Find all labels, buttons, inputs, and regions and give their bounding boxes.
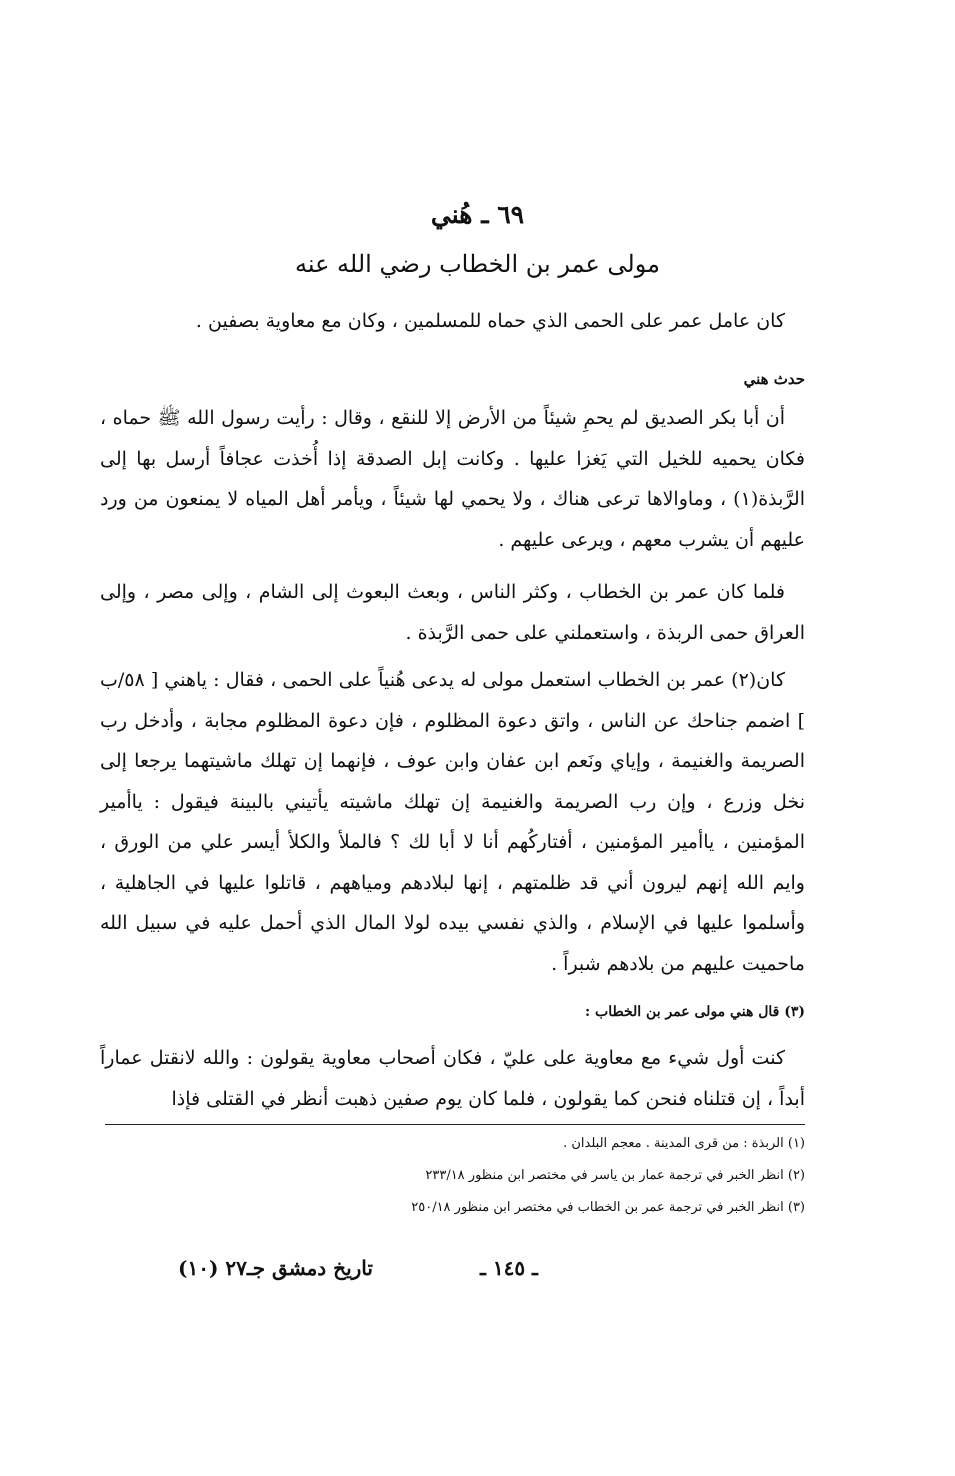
footnote-3: (٣) انظر الخبر في ترجمة عمر بن الخطاب في مختصر ابن منظور ٢٥٠/١٨ — [411, 1200, 805, 1215]
page-number: ـ ١٤٥ ـ — [480, 1256, 538, 1280]
footnote-1: (١) الربذة : من قرى المدينة . معجم البلدان . — [563, 1136, 805, 1151]
section1-paragraph-2: فلما كان عمر بن الخطاب ، وكثر الناس ، وبعث البعوث إلى الشام ، وإلى مصر ، وإلى العراق حمى الربذة ، واستعملني على حمى الرَّبذة . — [100, 581, 805, 644]
entry-heading-subtitle: مولى عمر بن الخطاب رضي الله عنه — [295, 250, 660, 278]
footnote-divider — [105, 1124, 805, 1125]
intro-line: كان عامل عمر على الحمى الذي حماه للمسلمين ، وكان مع معاوية بصفين . — [195, 310, 785, 332]
footnote-2: (٢) انظر الخبر في ترجمة عمار بن ياسر في مختصر ابن منظور ٢٣٣/١٨ — [425, 1168, 805, 1183]
source-reference: تاريخ دمشق جـ٢٧ (١٠) — [178, 1256, 373, 1280]
section1-paragraph-3: كان(٢) عمر بن الخطاب استعمل مولى له يدعى هُنياً على الحمى ، فقال : ياهني [ ٥٨/ب ] اضمم جناحك عن الناس ، واتق دعوة المظلوم ، فإن دعوة المظلوم مجابة ، وأدخل رب الصريمة والغنيمة ، وإياي ونَعم ابن عفان وابن عوف ، فإنهما إن تهلك ماشيتهما يرجعا إلى نخل وزرع ، وإن رب الصريمة والغنيمة إن تهلك ماشيته يأتيني بالبينة فيقول : ياأمير المؤمنين ، ياأمير المؤمنين ، أفتاركُهم أنا لا أبا لك ؟ فالملأ والكلأ أيسر علي من الورق ، وايم الله إنهم ليرون أني قد ظلمتهم ، إنها لبلادهم ومياههم ، قاتلوا عليها في الجاهلية ، وأسلموا عليها في الإسلام ، والذي نفسي بيده لولا المال الذي أحمل عليه في سبيل الله ماحميت عليهم من بلادهم شبراً . — [100, 669, 805, 975]
section1-label: حدث هني — [743, 370, 805, 388]
section2-paragraph: كنت أول شيء مع معاوية على عليّ ، فكان أصحاب معاوية يقولون : والله لانقتل عماراً أبداً ، إن قتلناه فنحن كما يقولون ، فلما كان يوم صفين ذهبت أنظر في القتلى فإذا — [100, 1047, 805, 1110]
section2-label: (٣) قال هني مولى عمر بن الخطاب : — [585, 1004, 805, 1020]
entry-heading-number: ٦٩ ـ هُني — [430, 200, 525, 229]
section1-paragraph-1: أن أبا بكر الصديق لم يحمِ شيئاً من الأرض إلا للنقع ، وقال : رأيت رسول الله ﷺ حماه ، فكان يحميه للخيل التي يَغزا عليها . وكانت إبل الصدقة إذا أُخذت عجافاً أرسل بها إلى الرَّبذة(١) ، وماوالاها ترعى هناك ، ولا يحمي لها شيئاً ، ويأمر أهل المياه لا يمنعون من ورد عليهم أن يشرب معهم ، ويرعى عليهم . — [100, 407, 805, 551]
